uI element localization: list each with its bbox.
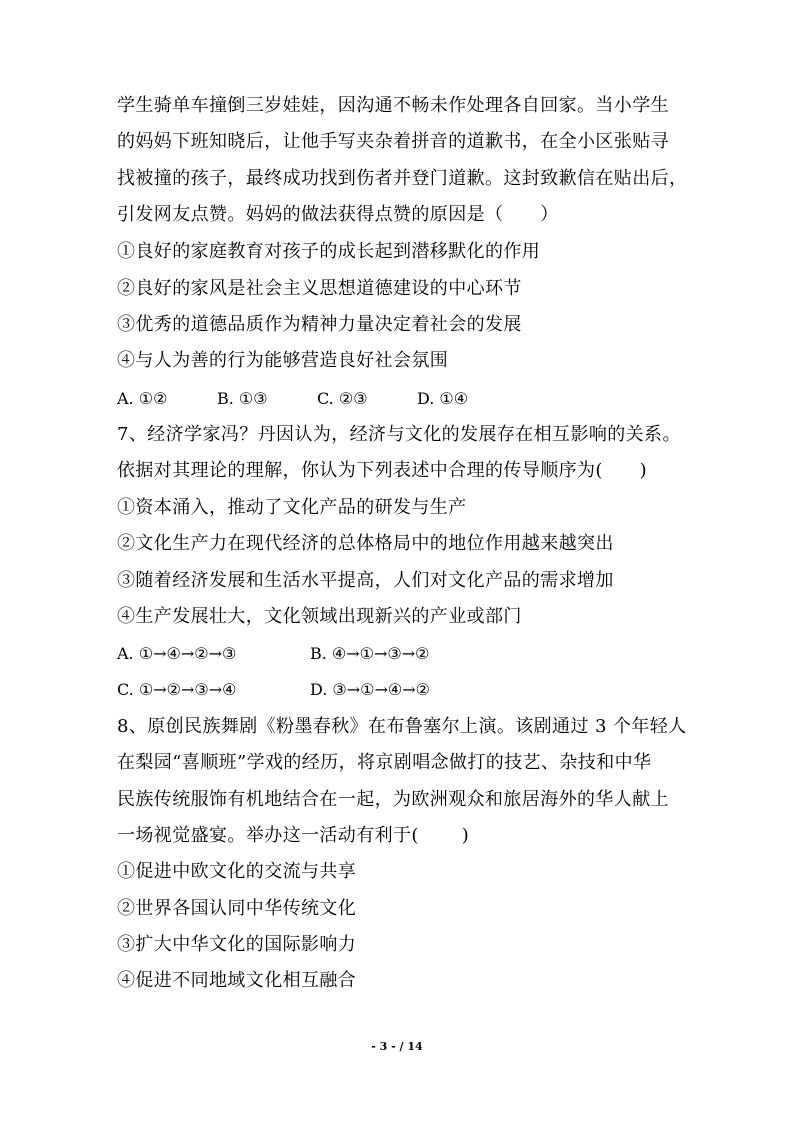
page-number: - 3 - / 14 (371, 1040, 423, 1053)
q7-item-1: ①资本涌入，推动了文化产品的研发与生产 (117, 497, 467, 518)
q7-option-d: D. ③→①→④→② (310, 680, 431, 699)
q7-option-a: A. ①→④→②→③ (117, 644, 237, 663)
q6-stem-line-2: 的妈妈下班知晓后，让他手写夹杂着拼音的道歉书，在全小区张贴寻 (117, 131, 669, 152)
q8-stem-line-3: 民族传统服饰有机地结合在一起，为欧洲观众和旅居海外的华人献上 (117, 789, 669, 810)
q6-stem-line-3: 找被撞的孩子，最终成功找到伤者并登门道歉。这封致歉信在贴出后， (117, 168, 688, 189)
q8-stem-line-4: 一场视觉盛宴。举办这一活动有利于( ) (117, 825, 470, 846)
q7-options-row-2 (117, 679, 430, 701)
q6-options (117, 388, 497, 410)
q6-item-3: ③优秀的道德品质作为精神力量决定着社会的发展 (117, 314, 522, 335)
q8-item-4: ④促进不同地域文化相互融合 (117, 970, 357, 991)
q6-item-2: ②良好的家风是社会主义思想道德建设的中心环节 (117, 278, 522, 299)
q6-option-d: D. ①④ (417, 389, 469, 408)
q7-stem-line-1: 7、经济学家冯？丹因认为，经济与文化的发展存在相互影响的关系。 (117, 424, 681, 445)
q7-option-b: B. ④→①→③→② (310, 644, 430, 663)
q6-stem-line-4: 引发网友点赞。妈妈的做法获得点赞的原因是（ ） (117, 204, 559, 225)
q6-option-b: B. ①③ (217, 389, 268, 408)
q6-stem-line-1: 学生骑单车撞倒三岁娃娃，因沟通不畅未作处理各自回家。当小学生 (117, 95, 669, 116)
q7-options-row-1 (117, 643, 430, 665)
q8-item-2: ②世界各国认同中华传统文化 (117, 898, 357, 919)
q7-stem-line-2: 依据对其理论的理解，你认为下列表述中合理的传导顺序为( ) (117, 460, 648, 481)
q8-item-1: ①促进中欧文化的交流与共享 (117, 861, 357, 882)
q8-stem-line-2: 在梨园“喜顺班”学戏的经历，将京剧唱念做打的技艺、杂技和中华 (117, 752, 652, 773)
q6-item-4: ④与人为善的行为能够营造良好社会氛围 (117, 350, 449, 371)
q8-item-3: ③扩大中华文化的国际影响力 (117, 934, 357, 955)
q6-item-1: ①良好的家庭教育对孩子的成长起到潜移默化的作用 (117, 241, 541, 262)
q7-item-4: ④生产发展壮大，文化领域出现新兴的产业或部门 (117, 606, 522, 627)
q6-option-c: C. ②③ (317, 389, 368, 408)
q7-option-c: C. ①→②→③→④ (117, 680, 237, 699)
q8-stem-line-1: 8、原创民族舞剧《粉墨春秋》在布鲁塞尔上演。该剧通过 3 个年轻人 (117, 716, 687, 737)
q7-item-2: ②文化生产力在现代经济的总体格局中的地位作用越来越突出 (117, 533, 614, 554)
q7-item-3: ③随着经济发展和生活水平提高，人们对文化产品的需求增加 (117, 570, 614, 591)
q6-option-a: A. ①② (117, 389, 168, 408)
